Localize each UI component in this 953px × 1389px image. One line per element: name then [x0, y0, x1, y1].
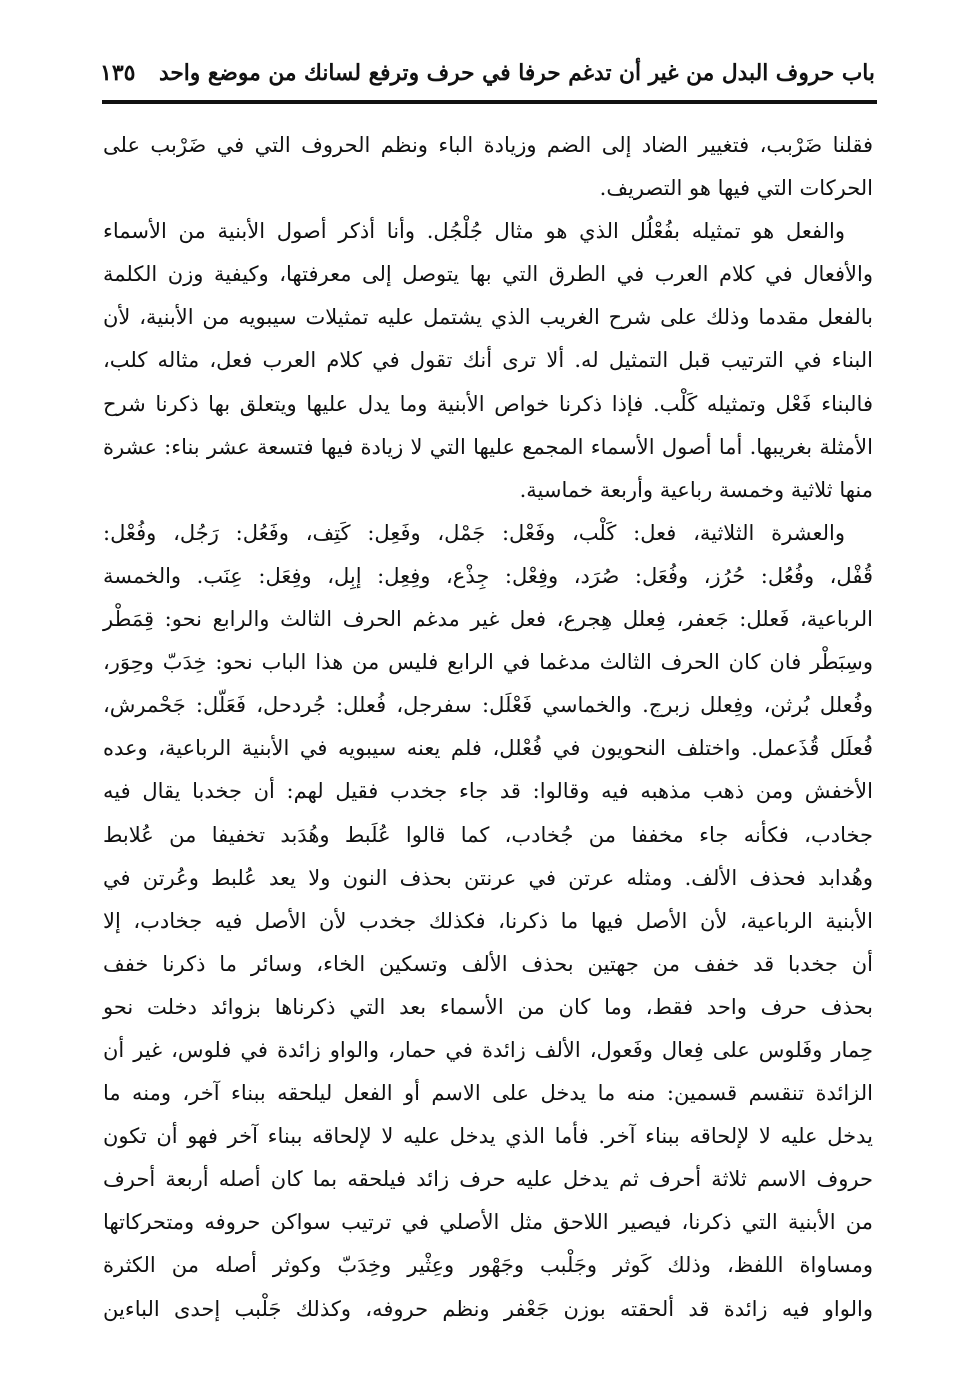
text-line — [103, 1288, 873, 1331]
text-line — [103, 555, 873, 598]
text-line-content: الأبنية الرباعية، لأن الأصل فيها ما ذكرنا، فكذلك جخدب لأن الأصل فيه جخادب، إلا — [103, 908, 873, 933]
text-line — [103, 814, 873, 857]
text-line — [103, 167, 873, 210]
text-line-content: منها ثلاثية وخمسة رباعية وأربعة خماسية. — [519, 477, 873, 502]
text-line — [103, 124, 873, 167]
text-line — [103, 1029, 873, 1072]
text-line-content: الأمثلة بغريبها. أما أصول الأسماء المجمع عليها التي لا زيادة فيها فتسعة عشر بناء: عشرة — [103, 434, 873, 459]
text-line-content: فالبناء فَعْل وتمثيله كَلْب. فإذا ذكرنا خواص الأبنية وما يدل عليها ويتعلق بها ذكرنا شرح — [103, 391, 873, 416]
text-line — [103, 986, 873, 1029]
text-line-content: بالفعل مقدما وذلك على شرح الغريب الذي يشتمل عليه تمثيلات سيبويه من الأبنية، لأن — [103, 305, 873, 330]
text-line-content: الحركات التي فيها هو التصريف. — [599, 176, 873, 201]
text-line-content: حِمار وفَلوس على فِعال وفَعول، الألف زائدة في حمار، والواو زائدة في فلوس، غير أن — [103, 1037, 873, 1062]
text-line — [103, 1158, 873, 1201]
header-rule — [102, 100, 877, 104]
text-line-content: بحذف حرف واحد فقط، وما كان من الأسماء بعد التي ذكرناها بزوائد دخلت نحو — [103, 994, 873, 1019]
text-line-content: وسِبَطْر فان كان الحرف الثالث مدغما في الرابع فليس من هذا الباب نحو: خِدَبّ وحِوَر، — [103, 650, 873, 675]
text-line-content: والواو فيه زائدة قد ألحقته بوزن جَعْفر ونظم حروفه، وكذلك جَلْبب إحدى الباءين — [103, 1296, 873, 1321]
text-line-content: البناء في الترتيب قبل التمثيل له. ألا ترى أنك تقول في كلام العرب فعل، مثاله كلب، — [103, 348, 873, 373]
text-line — [103, 339, 873, 382]
text-line-content: الأخفش ومن ذهب مذهبه فيه وقالوا: قد جاء جخدب فقيل لهم: أن جخدبا يقال فيه — [103, 779, 873, 804]
chapter-title-container — [159, 60, 875, 86]
text-line-content: وهُدابد فحذف الألف. ومثله عرتن في عرنتن بحذف النون ولا يعد عُلبط وعُرتن في — [103, 865, 873, 890]
text-line — [103, 857, 873, 900]
text-line — [103, 469, 873, 512]
text-line — [103, 1115, 873, 1158]
text-line — [103, 598, 873, 641]
text-line-content: قُفْل، وفُعُل: حُرُز، وفُعَل: صُرَد، وفِعْل: جِذْع، وفِعِل: إبِل، وفِعَل: عِنَب. والخمسة — [103, 563, 873, 588]
text-line-content: والأفعال في كلام العرب في الطرق التي بها يتوصل إلى معرفتها، وكيفية وزن الكلمة — [103, 262, 873, 287]
text-line-content: وفُعلل بُرثن، وفِعلل زبرج. والخماسي فَعْلَل: سفرجل، فُعلل: جُردحل، فَعَلّل: جَحْمرش، — [103, 693, 873, 718]
text-line-content: حروف الاسم ثلاثة أحرف ثم يدخل عليه حرف زائد فيلحقه بما كان أصله أربعة أحرف — [103, 1167, 873, 1192]
text-line-content: والعشرة الثلاثية، فعل: كَلْب، وفَعْل: جَمْل، وفَعِل: كَتِف، وفَعُل: رَجُل، وفُعْل: — [103, 520, 845, 545]
chapter-title: باب حروف البدل من غير أن تدغم حرفا في حرف وترفع لسانك من موضع واحد — [159, 60, 875, 86]
text-line — [103, 1072, 873, 1115]
text-line-content: الرباعية، فَعلل: جَعفر، فِعلل هِجرع، فعل غير مدغم الحرف الثالث والرابع نحو: قِمَطْر — [103, 607, 873, 632]
text-line-content: جخادب، فكأنه جاء مخففا من جُخادب، كما قالوا عُلَبط وهُدَبد تخفيفا من عُلابط — [103, 822, 873, 847]
text-line — [103, 426, 873, 469]
text-line — [103, 900, 873, 943]
text-line-content: من الأبنية التي ذكرنا، فيصير اللاحق مثل الأصلي في ترتيب سواكن حروفه ومتحركاتها — [103, 1210, 873, 1235]
text-line — [103, 512, 873, 555]
text-line-content: أن جخدبا قد خفف من جهتين بحذف الألف وتسكين الخاء، وسائر ما ذكرنا خفف — [103, 951, 873, 976]
text-line-content: الزائدة تنقسم قسمين: منه ما يدخل على الاسم أو الفعل ليلحقه ببناء آخر، ومنه ما — [103, 1081, 873, 1106]
text-line-content: يدخل عليه لا لإلحاقه ببناء آخر. فأما الذي يدخل عليه لا لإلحاقه ببناء آخر فهو أن تكون — [103, 1124, 873, 1149]
text-line — [103, 1201, 873, 1244]
text-line — [103, 943, 873, 986]
text-line — [103, 641, 873, 684]
text-line — [103, 383, 873, 426]
text-line — [103, 296, 873, 339]
text-line — [103, 1244, 873, 1287]
text-line — [103, 684, 873, 727]
text-line-content: والفعل هو تمثيله بفُعْلُل الذي هو مثال جُلْجُل. وأنا أذكر أصول الأبنية من الأسماء — [103, 219, 845, 244]
text-line — [103, 210, 873, 253]
text-line-content: فقلنا ضَرْبب، فتغيير الضاد إلى الضم وزيادة الباء ونظم الحروف التي في ضَرْبب على — [103, 133, 873, 157]
text-line — [103, 253, 873, 296]
body-text — [103, 124, 873, 1331]
text-line — [103, 727, 873, 770]
text-line-content: فُعلَل قُذَعمل. واختلف النحويون في فُعْلل، فلم يعنه سيبويه في الأبنية الرباعية، وعده — [103, 736, 873, 761]
text-line-content: ومساواة اللفظ، وذلك كَوثر وجَلْبب وجَهْور وعِثْير وخِدَبّ وكوثر أصله من الكثرة — [103, 1253, 873, 1278]
text-line — [103, 770, 873, 813]
running-header — [100, 52, 875, 94]
page-number: ١٣٥ — [100, 60, 136, 86]
